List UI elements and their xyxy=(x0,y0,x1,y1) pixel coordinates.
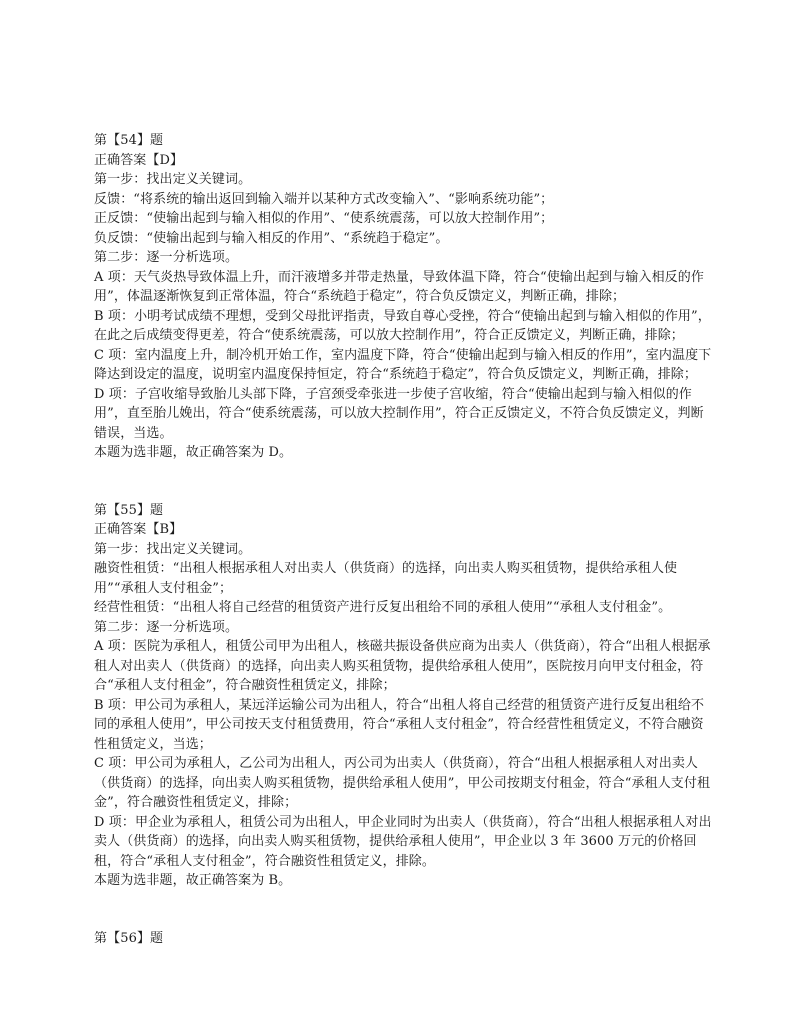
question-56 xyxy=(94,929,714,949)
explanation-line: 负反馈：“使输出起到与输入相反的作用”、“系统趋于稳定”。 xyxy=(94,230,449,246)
explanation-line: 融资性租赁：“出租人根据承租人对出卖人（供货商）的选择，向出卖人购买租赁物，提供给承租人使用”“承租人支付租金”； xyxy=(94,561,678,596)
option-a-analysis: A 项：医院为承租人，租赁公司甲为出租人，核磁共振设备供应商为出卖人（供货商），符合“出租人根据承租人对出卖人（供货商）的选择，向出卖人购买租赁物，提供给承租人使用”，医院按月向甲支付租金，符合“承租人支付租金”，符合融资性租赁定义，排除； xyxy=(94,639,711,693)
explanation-line: 第二步：逐一分析选项。 xyxy=(94,250,239,265)
correct-answer: 正确答案【D】 xyxy=(94,152,184,168)
explanation-line: 第二步：逐一分析选项。 xyxy=(94,619,239,635)
option-b-analysis: B 项：小明考试成绩不理想，受到父母批评指责，导致自尊心受挫，符合“使输出起到与输入相似的作用”，在此之后成绩变得更差，符合“使系统震荡，可以放大控制作用”，符合正反馈定义，判断正确，排除； xyxy=(94,308,711,343)
document-page xyxy=(94,131,714,986)
option-b-analysis: B 项：甲公司为承租人，某远洋运输公司为出租人，符合“出租人将自己经营的租赁资产进行反复出租给不同的承租人使用”，甲公司按天支付租赁费用，符合“承租人支付租金”，符合经营性租赁定义，不符合融资性租赁定义，当选； xyxy=(94,697,705,752)
explanation-line: 第一步：找出定义关键词。 xyxy=(94,172,252,187)
question-title: 第【56】题 xyxy=(94,930,164,946)
explanation-line: 经营性租赁：“出租人将自己经营的租赁资产进行反复出租给不同的承租人使用”“承租人支付租金”。 xyxy=(94,600,672,615)
question-title: 第【54】题 xyxy=(94,133,164,148)
option-c-analysis: C 项：室内温度上升，制冷机开始工作，室内温度下降，符合“使输出起到与输入相反的作用”，室内温度下降达到设定的温度，说明室内温度保持恒定，符合“系统趋于稳定”，符合负反馈定义，判断正确，排除； xyxy=(94,347,712,382)
option-d-analysis: D 项：子宫收缩导致胎儿头部下降，子宫颈受牵张进一步使子宫收缩，符合“使输出起到与输入相似的作用”，直至胎儿娩出，符合“使系统震荡，可以放大控制作用”，符合正反馈定义，不符合负反馈定义，判断错误，当选。 xyxy=(94,386,704,441)
question-title: 第【55】题 xyxy=(94,502,164,518)
conclusion: 本题为选非题，故正确答案为 B。 xyxy=(94,873,292,888)
option-a-analysis: A 项：天气炎热导致体温上升，而汗液增多并带走热量，导致体温下降，符合“使输出起到与输入相反的作用”，体温逐渐恢复到正常体温，符合“系统趋于稳定”，符合负反馈定义，判断正确，排除； xyxy=(94,269,704,304)
explanation-line: 第一步：找出定义关键词。 xyxy=(94,541,252,557)
option-d-analysis: D 项：甲企业为承租人，租赁公司为出租人，甲企业同时为出卖人（供货商），符合“出租人根据承租人对出卖人（供货商）的选择，向出卖人购买租赁物，提供给承租人使用”，甲企业以 3 年 3600 万元的价格回租，符合“承租人支付租金”，符合融资性租赁定义，排除。 xyxy=(94,814,712,869)
question-54 xyxy=(94,131,714,463)
option-c-analysis: C 项：甲公司为承租人，乙公司为出租人，丙公司为出卖人（供货商），符合“出租人根据承租人对出卖人（供货商）的选择，向出卖人购买租赁物，提供给承租人使用”，甲公司按期支付租金，符合“承租人支付租金”，符合融资性租赁定义，排除； xyxy=(94,756,711,810)
question-55 xyxy=(94,501,714,891)
explanation-line: 反馈：“将系统的输出返回到输入端并以某种方式改变输入”、“影响系统功能”； xyxy=(94,191,554,207)
correct-answer: 正确答案【B】 xyxy=(94,522,183,537)
conclusion: 本题为选非题，故正确答案为 D。 xyxy=(94,445,293,460)
explanation-line: 正反馈：“使输出起到与输入相似的作用”、“使系统震荡，可以放大控制作用”； xyxy=(94,211,554,226)
